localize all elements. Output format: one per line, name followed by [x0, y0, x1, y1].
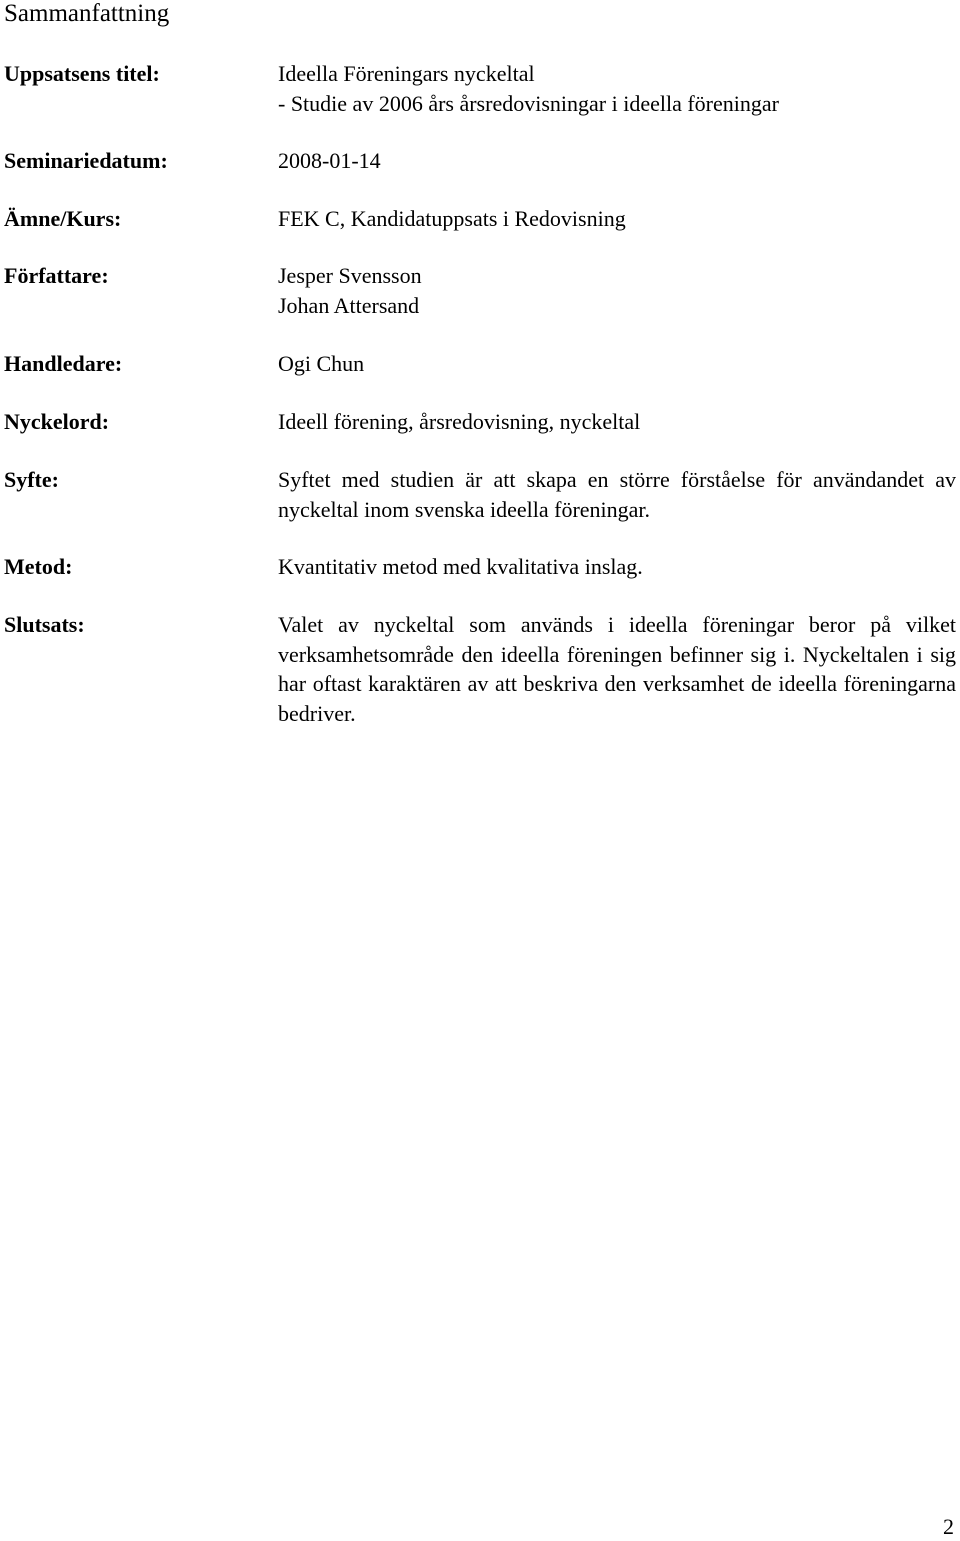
- title-line-1: Ideella Föreningars nyckeltal: [278, 61, 535, 86]
- course-label: Ämne/Kurs:: [4, 206, 122, 231]
- seminar-date-label: Seminariedatum:: [4, 148, 168, 173]
- title-label: Uppsatsens titel:: [4, 61, 160, 86]
- keywords-value: Ideell förening, årsredovisning, nyckeltal: [278, 409, 641, 434]
- method-label: Metod:: [4, 554, 73, 579]
- supervisor-label: Handledare:: [4, 351, 123, 376]
- method-value: Kvantitativ metod med kvalitativa inslag.: [278, 554, 643, 579]
- conclusions-label: Slutsats:: [4, 612, 85, 637]
- authors-label: Författare:: [4, 263, 109, 288]
- authors-value: [278, 261, 422, 320]
- course-value: FEK C, Kandidatuppsats i Redovisning: [278, 206, 626, 231]
- page-number: 2: [943, 1514, 954, 1539]
- conclusions-value: Valet av nyckeltal som används i ideella föreningar beror på vilket verksamhetsområde den ideella föreningen befinner sig i. Nyckeltalen i sig har oftast karaktären av att beskriva den verksamhet de ideella föreningarna bedriver.: [278, 612, 956, 726]
- author-name: Johan Attersand: [278, 292, 420, 318]
- keywords-label: Nyckelord:: [4, 409, 110, 434]
- purpose-label: Syfte:: [4, 467, 59, 492]
- purpose-value: Syftet med studien är att skapa en större förståelse för användandet av nyckeltal inom svenska ideella föreningar.: [278, 467, 956, 522]
- seminar-date-value: 2008-01-14: [278, 148, 381, 173]
- title-line-2: - Studie av 2006 års årsredovisningar i ideella föreningar: [278, 90, 779, 116]
- page-heading: Sammanfattning: [4, 0, 170, 27]
- supervisor-value: Ogi Chun: [278, 351, 365, 376]
- title-value: [278, 59, 779, 118]
- author-name: Jesper Svensson: [278, 263, 422, 288]
